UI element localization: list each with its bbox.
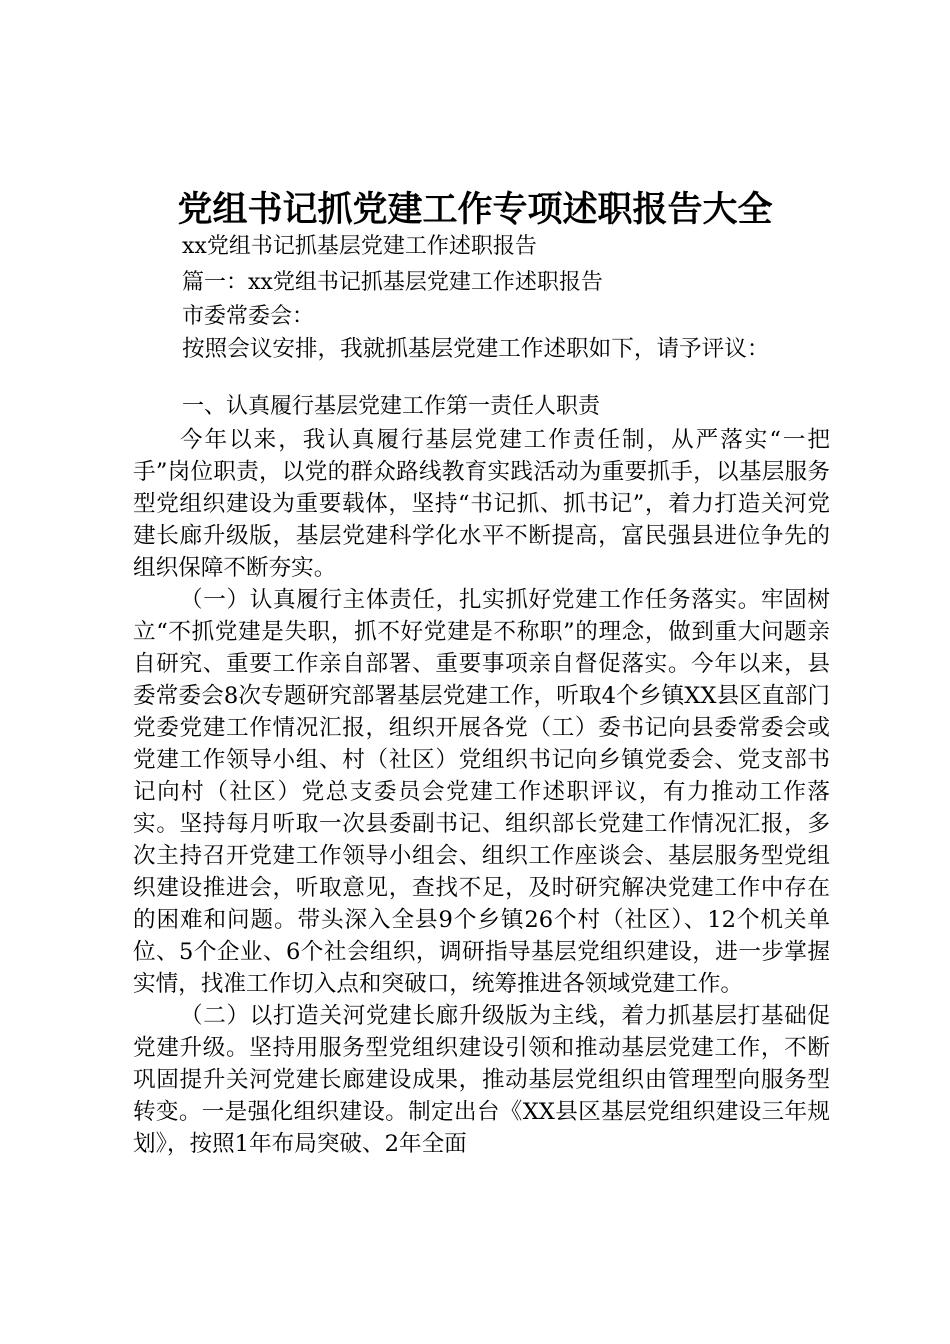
paragraph: （一）认真履行主体责任，扎实抓好党建工作任务落实。牢固树立“不抓党建是失职，抓不好党建是不称职”的理念，做到重大问题亲自研究、重要工作亲自部署、重要事项亲自督促落实。今年以来，县委常委会8次专题研究部署基层党建工作，听取4个乡镇XX县区直部门党委党建工作情况汇报，组织开展各党（工）委书记向县委常委会或党建工作领导小组、村（社区）党组织书记向乡镇党委会、党支部书记向村（社区）党总支委员会党建工作述职评议，有力推动工作落实。坚持每月听取一次县委副书记、组织部长党建工作情况汇报，多次主持召开党建工作领导小组会、组织工作座谈会、基层服务型党组织建设推进会，听取意见，查找不足，及时研究解决党建工作中存在的困难和问题。带头深入全县9个乡镇26个村（社区）、12个机关单位、5个企业、6个社会组织，调研指导基层党组织建设，进一步掌握实情，找准工作切入点和突破口，统筹推进各领域党建工作。 xyxy=(133,587,830,997)
document-title: 党组书记抓党建工作专项述职报告大全 xyxy=(177,189,773,230)
paragraph: 今年以来，我认真履行基层党建工作责任制，从严落实“一把手”岗位职责，以党的群众路线教育实践活动为重要抓手，以基层服务型党组织建设为重要载体，坚持“书记抓、抓书记”，着力打造关河党建长廊升级版，基层党建科学化水平不断提高，富民强县进位争先的组织保障不断夯实。 xyxy=(133,427,830,581)
document-body xyxy=(133,424,830,1160)
paragraph: （二）以打造关河党建长廊升级版为主线，着力抓基层打基础促党建升级。坚持用服务型党组织建设引领和推动基层党建工作，不断巩固提升关河党建长廊建设成果，推动基层党组织由管理型向服务型转变。一是强化组织建设。制定出台《XX县区基层党组织建设三年规划》，按照1年布局突破、2年全面 xyxy=(133,1003,830,1157)
opening-line: 按照会议安排，我就抓基层党建工作述职如下，请予评议： xyxy=(182,336,770,362)
salutation: 市委常委会： xyxy=(182,304,315,329)
chapter-heading: 篇一：xx党组书记抓基层党建工作述职报告 xyxy=(182,270,603,295)
section-heading: 一、认真履行基层党建工作第一责任人职责 xyxy=(182,394,601,419)
document-subtitle: xx党组书记抓基层党建工作述职报告 xyxy=(182,234,537,259)
